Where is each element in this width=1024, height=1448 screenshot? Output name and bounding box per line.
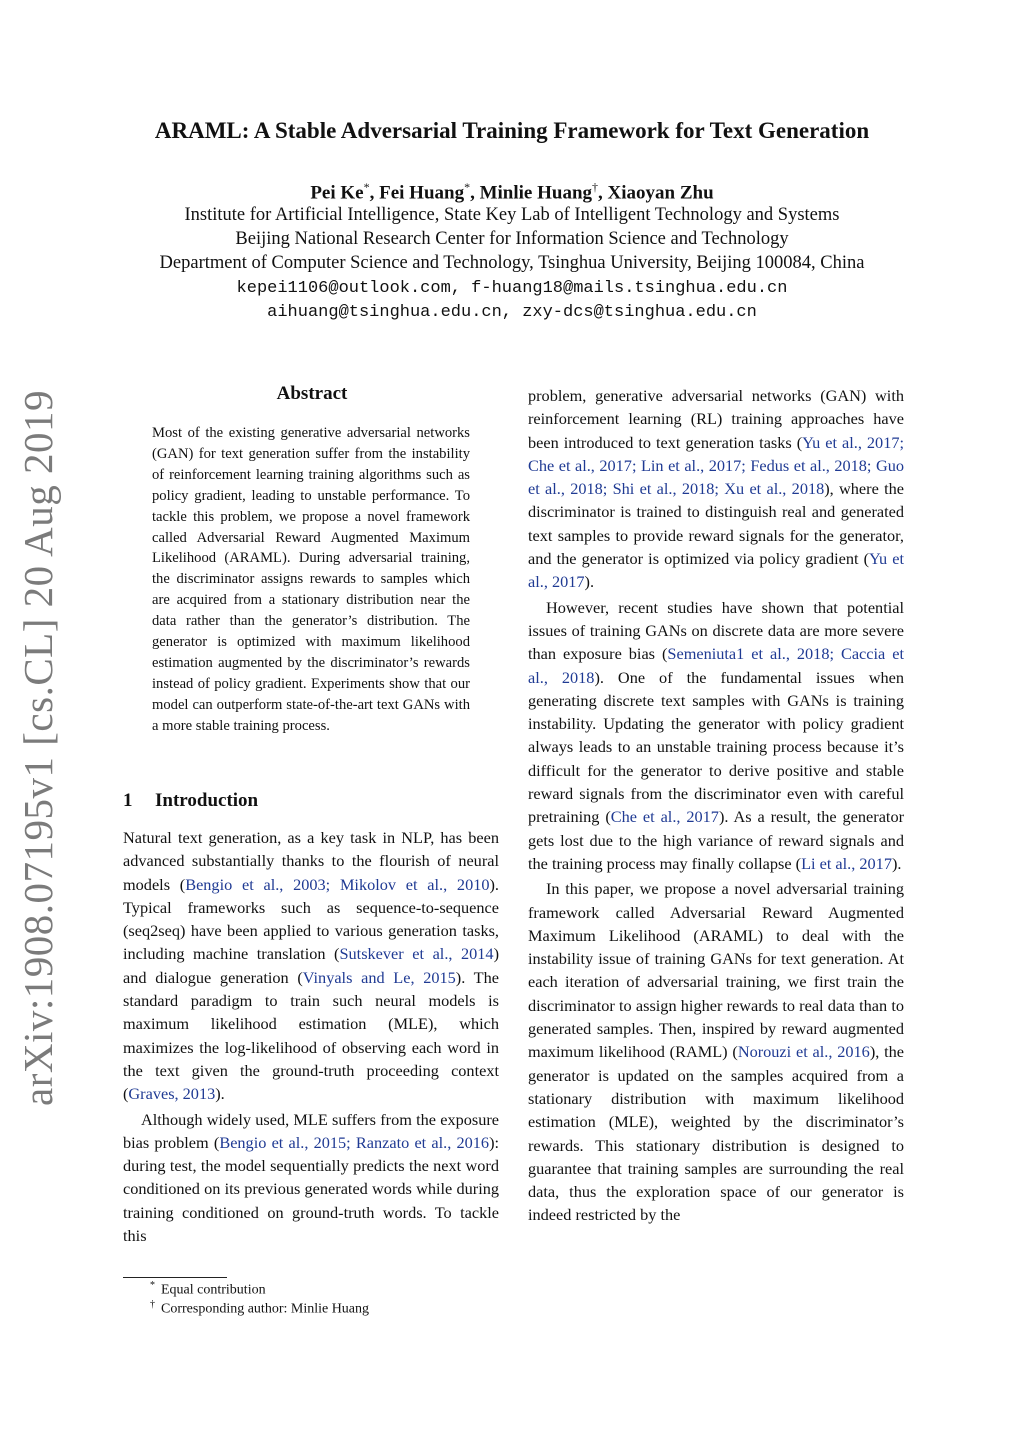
citation-link[interactable]: Li et al., 2017	[801, 853, 892, 873]
citation-link[interactable]: Vinyals and Le, 2015	[302, 967, 456, 987]
footnote-mark: *	[150, 1280, 155, 1291]
section-title: Introduction	[155, 790, 259, 811]
citation-link[interactable]: Semeniuta1 et al., 2018; Caccia et al., 2018	[528, 644, 904, 687]
citation-link[interactable]: Norouzi et al., 2016	[737, 1042, 870, 1062]
section-number: 1	[123, 790, 133, 811]
left-column-body	[123, 826, 499, 1247]
citation-link[interactable]: Yu et al., 2017	[528, 549, 904, 592]
citation-link[interactable]: Yu et al., 2017; Che et al., 2017; Lin et al., 2017; Fedus et al., 2018; Guo et al., 2018; Shi et al., 2018; Xu et al., 2018	[528, 432, 905, 499]
footnote-mark: †	[150, 1299, 155, 1310]
equal-contribution-mark: *	[363, 180, 370, 194]
arxiv-identifier: arXiv:1908.07195v1 [cs.CL] 20 Aug 2019	[15, 390, 61, 1106]
citation-link[interactable]: Che et al., 2017	[610, 807, 719, 827]
author-name: Pei Ke	[310, 182, 364, 204]
affiliation-line: Department of Computer Science and Technology, Tsinghua University, Beijing 100084, China	[159, 253, 865, 273]
email-line: aihuang@tsinghua.edu.cn, zxy-dcs@tsinghua.edu.cn	[267, 303, 757, 322]
email-line: kepei1106@outlook.com, f-huang18@mails.tsinghua.edu.cn	[236, 279, 788, 298]
author-name: Minlie Huang	[479, 182, 593, 204]
corresponding-author-mark: †	[592, 180, 599, 194]
author-name: Xiaoyan Zhu	[607, 182, 714, 204]
right-column-body	[528, 384, 904, 1227]
equal-contribution-mark: *	[464, 180, 471, 194]
author-list: Pei Ke*, Fei Huang*, Minlie Huang†, Xiaoyan Zhu	[310, 180, 714, 204]
paper-title: ARAML: A Stable Adversarial Training Framework for Text Generation	[154, 118, 870, 143]
footnote	[150, 1299, 369, 1318]
abstract-text: Most of the existing generative adversarial networks (GAN) for text generation suffer from the instability of reinforcement learning training algorithms such as policy gradient, leading to unstable performance. To tackle this problem, we propose a novel framework called Adversarial Reward Augmented Maximum Likelihood (ARAML). During adversarial training, the discriminator assigns rewards to samples which are acquired from a stationary distribution near the data rather than the generator’s distribution. The generator is optimized with maximum likelihood estimation augmented by the discriminator’s rewards instead of policy gradient. Experiments show that our model can outperform state-of-the-art text GANs with a more stable training process.	[152, 425, 470, 734]
footnote-text: Corresponding author: Minlie Huang	[161, 1301, 370, 1317]
paragraph: Although widely used, MLE suffers from the exposure bias problem (Bengio et al., 2015; Ranzato et al., 2016): during test, the model sequentially predicts the next word conditioned on its previous generated words while during training conditioned on ground-truth words. To tackle this	[123, 1109, 500, 1246]
abstract-heading: Abstract	[276, 383, 348, 404]
affiliation-line: Institute for Artificial Intelligence, State Key Lab of Intelligent Technology and Systems	[184, 205, 840, 225]
footnote	[150, 1280, 266, 1299]
paragraph: However, recent studies have shown that potential issues of training GANs on discrete data are more severe than exposure bias (Semeniuta1 et al., 2018; Caccia et al., 2018). One of the fundamental issues when generating discrete text samples with GANs is training instability. Updating the generator with policy gradient always leads to an unstable training process because it’s difficult for the generator to derive positive and stable reward signals from the discriminator even with careful pretraining (Che et al., 2017). As a result, the generator gets lost due to the high variance of reward signals and the training process may finally collapse (Li et al., 2017).	[528, 597, 905, 873]
citation-link[interactable]: Graves, 2013	[128, 1084, 216, 1104]
author-name: Fei Huang	[379, 182, 465, 204]
affiliation-line: Beijing National Research Center for Information Science and Technology	[235, 229, 789, 249]
citation-link[interactable]: Bengio et al., 2015; Ranzato et al., 2016	[219, 1132, 490, 1152]
citation-link[interactable]: Sutskever et al., 2014	[339, 944, 494, 964]
paragraph: In this paper, we propose a novel adversarial training framework called Adversarial Reward Augmented Maximum Likelihood (ARAML) to deal with the instability issue of training GANs for text generation. At each iteration of adversarial training, we first train the discriminator to assign higher rewards to real data than to generated samples. Then, inspired by reward augmented maximum likelihood (RAML) (Norouzi et al., 2016), the generator is updated on the samples acquired from a stationary distribution with maximum likelihood estimation (MLE), weighted by the discriminator’s rewards. This stationary distribution is designed to guarantee that training samples are surrounding the real data, thus the exploration space of our generator is indeed restricted by the	[528, 879, 905, 1225]
paragraph: Natural text generation, as a key task in NLP, has been advanced substantially thanks to the flourish of neural models (Bengio et al., 2003; Mikolov et al., 2010). Typical frameworks such as sequence-to-sequence (seq2seq) have been applied to various generation tasks, including machine translation (Sutskever et al., 2014) and dialogue generation (Vinyals and Le, 2015). The standard paradigm to train such neural models is maximum likelihood estimation (MLE), which maximizes the log-likelihood of observing each word in the text given the ground-truth proceeding context (Graves, 2013).	[123, 828, 499, 1104]
paragraph: problem, generative adversarial networks (GAN) with reinforcement learning (RL) training approaches have been introduced to text generation tasks (Yu et al., 2017; Che et al., 2017; Lin et al., 2017; Fedus et al., 2018; Guo et al., 2018; Shi et al., 2018; Xu et al., 2018), where the discriminator is trained to distinguish real and generated text samples to provide reward signals for the generator, and the generator is optimized via policy gradient (Yu et al., 2017).	[528, 386, 905, 592]
footnote-text: Equal contribution	[161, 1282, 266, 1298]
section-heading	[123, 790, 258, 812]
citation-link[interactable]: Bengio et al., 2003; Mikolov et al., 2010	[185, 874, 490, 894]
footnote-divider	[123, 1277, 227, 1278]
